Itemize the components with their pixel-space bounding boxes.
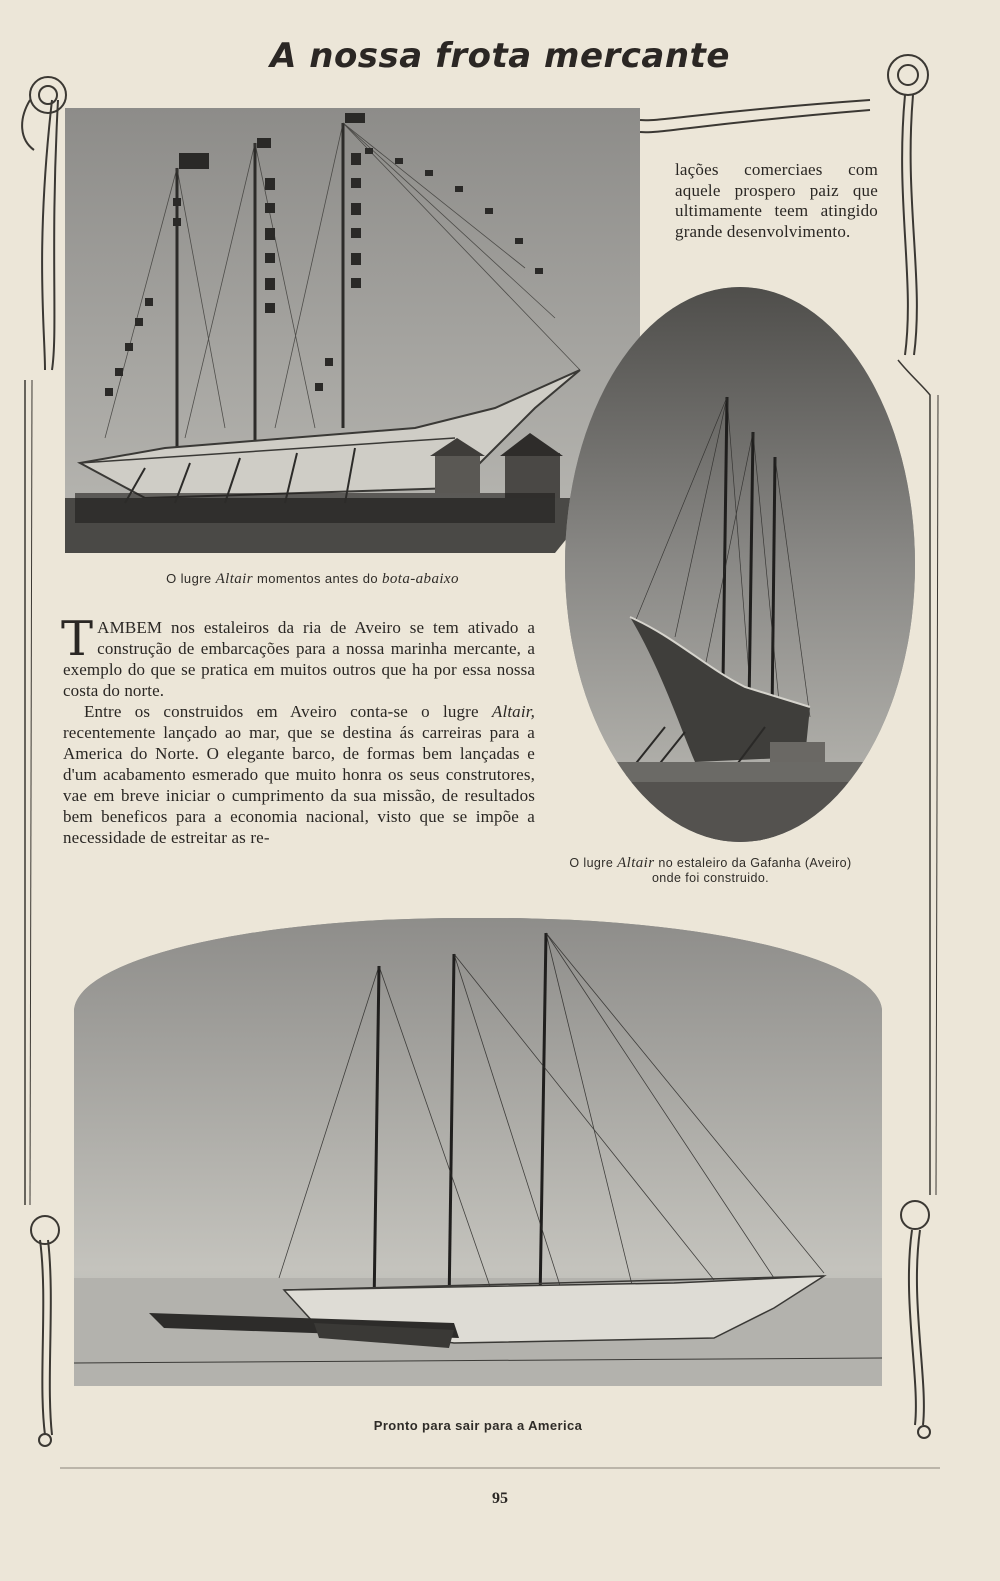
caption-ship-shipyard: O lugre Altair no estaleiro da Gafanha (Aveiro) onde foi construido. [569, 855, 852, 885]
photo-ship-ready-to-sail [74, 918, 882, 1386]
side-column-text: lações comerciaes com aquele prospero paiz que ultimamente teem atingido grande desenvolvimento. [675, 160, 878, 241]
drop-cap: T [61, 611, 94, 667]
caption-ship-launch: O lugre Altair momentos antes do bota-abaixo [166, 571, 459, 587]
photo-ship-in-shipyard-oval [565, 287, 915, 842]
lead-word: AMBEM [97, 618, 163, 637]
article-paragraph-1: TAMBEM nos estaleiros da ria de Aveiro se tem ativado a construção de embarcações para a nossa marinha mercante, a exemplo do que se pratica em muitos outros que ha por essa nossa costa do norte. [61, 611, 535, 700]
page-title: A nossa frota mercante [270, 36, 730, 76]
article-body [61, 611, 535, 848]
article-paragraph-2: Entre os construidos em Aveiro conta-se o lugre Altair, recentemente lançado ao mar, que se destina ás carreiras para a America do Norte. O elegante barco, de formas bem lançadas e d'um acabamento esmerado que muito honra os seus construtores, vae em breve iniciar o cumprimento da sua missão, de resultados bem beneficos para a economia nacional, visto que se impõe a necessidade de estreitar as re- [63, 702, 535, 847]
caption-ready-to-sail: Pronto para sair para a America [373, 1418, 583, 1433]
page-number: 95 [492, 1490, 508, 1507]
photo-ship-on-slipway [65, 108, 640, 553]
